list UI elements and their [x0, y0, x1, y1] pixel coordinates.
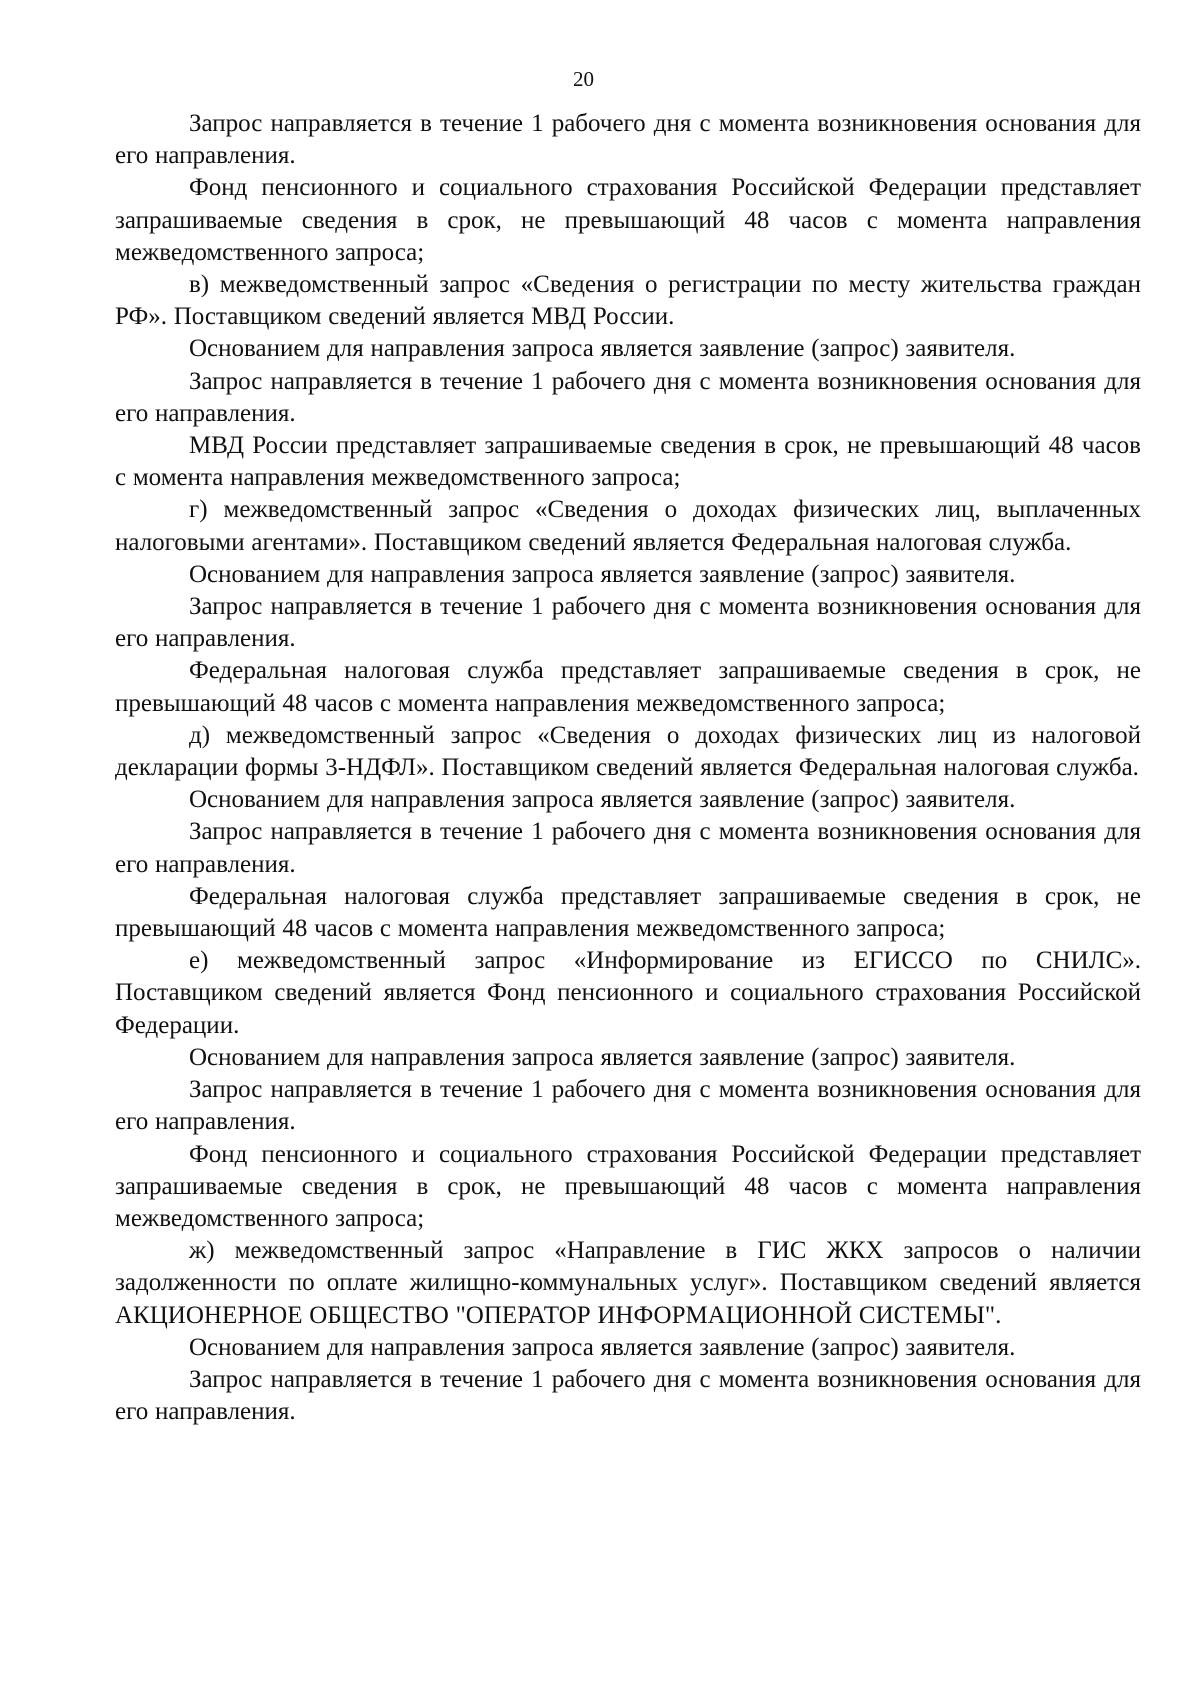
paragraph: Основанием для направления запроса является заявление (запрос) заявителя.: [189, 335, 1016, 363]
paragraph: Запрос направляется в течение 1 рабочего дня с момента возникновения основания для его направления.: [115, 110, 1141, 170]
paragraph: Запрос направляется в течение 1 рабочего дня с момента возникновения основания для его направления.: [115, 1365, 1141, 1426]
paragraph: ж) межведомственный запрос «Направление в ГИС ЖКХ запросов о наличии задолженности по оплате жилищно-коммунальных услуг». Поставщиком сведений является АКЦИОНЕРНОЕ ОБЩЕСТВО "ОПЕРАТОР ИНФОРМАЦИОННОЙ СИСТЕМЫ".: [115, 1237, 1141, 1329]
paragraph: Федеральная налоговая служба представляет запрашиваемые сведения в срок, не превышающий 48 часов с момента направления межведомственного запроса;: [115, 657, 1141, 717]
paragraph: е) межведомственный запрос «Информирование из ЕГИССО по СНИЛС». Поставщиком сведений является Фонд пенсионного и социального страхования Российской Федерации.: [115, 947, 1141, 1039]
paragraph: Запрос направляется в течение 1 рабочего дня с момента возникновения основания для его направления.: [115, 593, 1141, 653]
paragraph: Фонд пенсионного и социального страхования Российской Федерации представляет запрашиваемые сведения в срок, не превышающий 48 часов с момента направления межведомственного запроса;: [115, 1140, 1141, 1232]
paragraph: Основанием для направления запроса является заявление (запрос) заявителя.: [189, 560, 1016, 588]
paragraph: г) межведомственный запрос «Сведения о доходах физических лиц, выплаченных налоговыми агентами». Поставщиком сведений является Федеральная налоговая служба.: [115, 496, 1141, 556]
paragraph: д) межведомственный запрос «Сведения о доходах физических лиц из налоговой декларации формы 3-НДФЛ». Поставщиком сведений является Федеральная налоговая служба.: [115, 721, 1141, 782]
paragraph: Федеральная налоговая служба представляет запрашиваемые сведения в срок, не превышающий 48 часов с момента направления межведомственного запроса;: [115, 882, 1141, 943]
paragraph: Запрос направляется в течение 1 рабочего дня с момента возникновения основания для его направления.: [115, 1076, 1141, 1136]
paragraph: Запрос направляется в течение 1 рабочего дня с момента возникновения основания для его направления.: [115, 367, 1141, 427]
paragraph: Фонд пенсионного и социального страхования Российской Федерации представляет запрашиваемые сведения в срок, не превышающий 48 часов с момента направления межведомственного запроса;: [115, 174, 1141, 266]
paragraph: в) межведомственный запрос «Сведения о регистрации по месту жительства граждан РФ». Поставщиком сведений является МВД России.: [115, 271, 1141, 331]
paragraph: Основанием для направления запроса является заявление (запрос) заявителя.: [189, 786, 1016, 814]
page-number: 20: [573, 67, 594, 91]
document-body: [115, 108, 1141, 1428]
paragraph: Запрос направляется в течение 1 рабочего дня с момента возникновения основания для его направления.: [115, 818, 1141, 878]
paragraph: Основанием для направления запроса является заявление (запрос) заявителя.: [189, 1333, 1016, 1361]
paragraph: МВД России представляет запрашиваемые сведения в срок, не превышающий 48 часов с момента направления межведомственного запроса;: [115, 432, 1141, 492]
paragraph: Основанием для направления запроса является заявление (запрос) заявителя.: [189, 1043, 1016, 1071]
